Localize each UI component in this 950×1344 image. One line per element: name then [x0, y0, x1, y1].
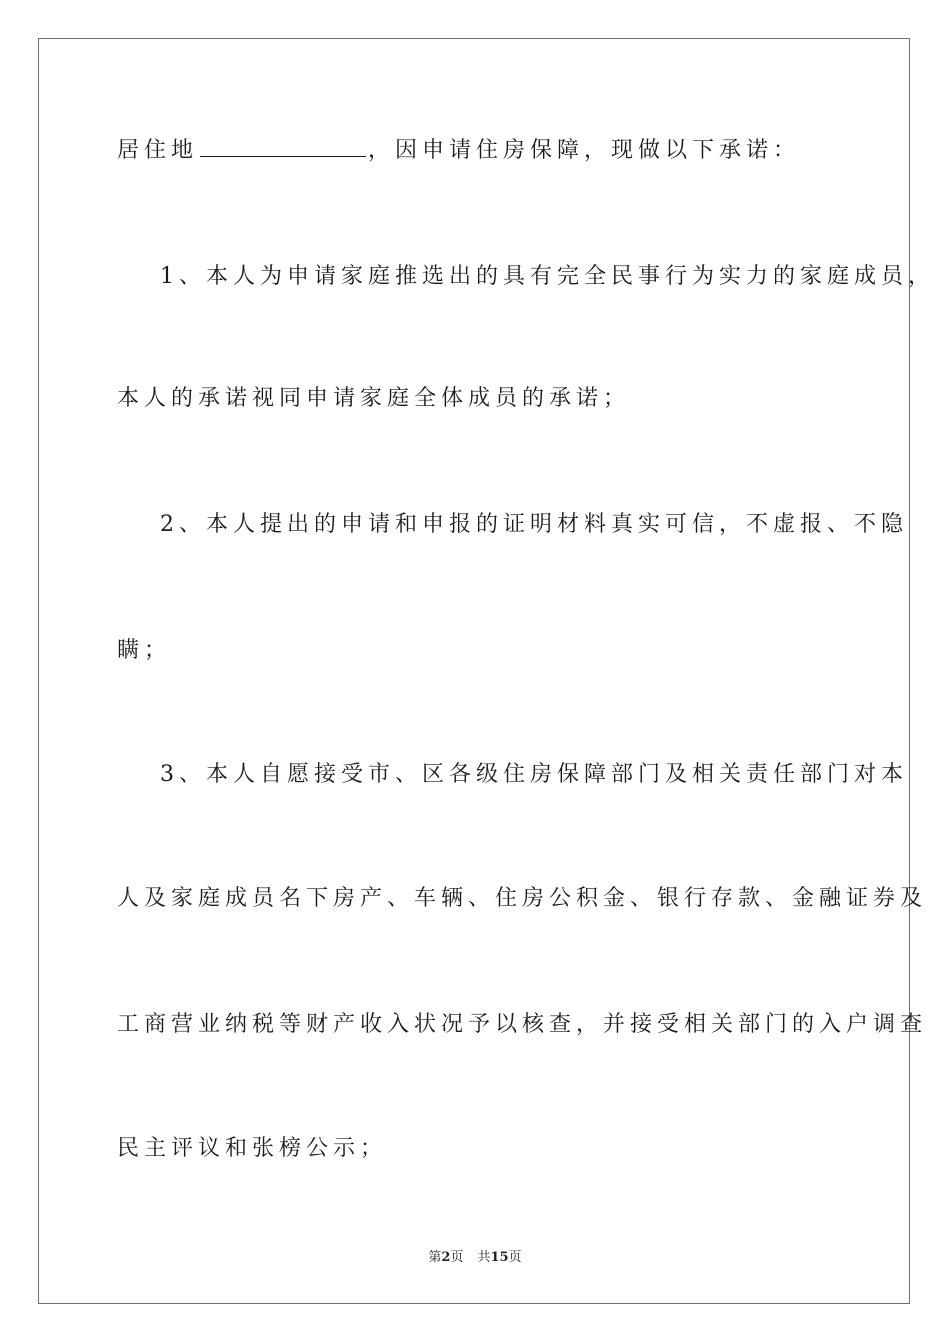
total-prefix: 共 [477, 1250, 491, 1265]
page-footer [0, 1246, 950, 1265]
item1-line1: 1、本人为申请家庭推选出的具有完全民事行为实力的家庭成员， [160, 264, 935, 289]
item3-line1: 3、本人自愿接受市、区各级住房保障部门及相关责任部门对本 [160, 762, 908, 787]
page-number: 2 [441, 1250, 451, 1265]
item3-line4: 民主评议和张榜公示； [117, 1136, 388, 1161]
residence-label: 居住地 [117, 138, 199, 163]
page-suffix: 页 [450, 1250, 464, 1265]
page-prefix: 第 [428, 1250, 442, 1265]
item2-line1: 2、本人提出的申请和申报的证明材料真实可信，不虚报、不隐 [160, 512, 908, 537]
item3-line3: 工商营业纳税等财产收入状况予以核查，并接受相关部门的入户调查 [117, 1012, 928, 1037]
page-border [38, 38, 910, 1304]
residence-blank-field[interactable] [200, 134, 366, 157]
item3-line2: 人及家庭成员名下房产、车辆、住房公积金、银行存款、金融证券及 [117, 886, 928, 911]
total-suffix: 页 [508, 1250, 522, 1265]
total-pages: 15 [490, 1250, 509, 1265]
residence-line [117, 134, 800, 166]
residence-line-suffix: ，因申请住房保障，现做以下承诺： [368, 138, 801, 163]
item1-line2: 本人的承诺视同申请家庭全体成员的承诺； [117, 386, 631, 411]
item2-line2: 瞒； [117, 638, 172, 663]
